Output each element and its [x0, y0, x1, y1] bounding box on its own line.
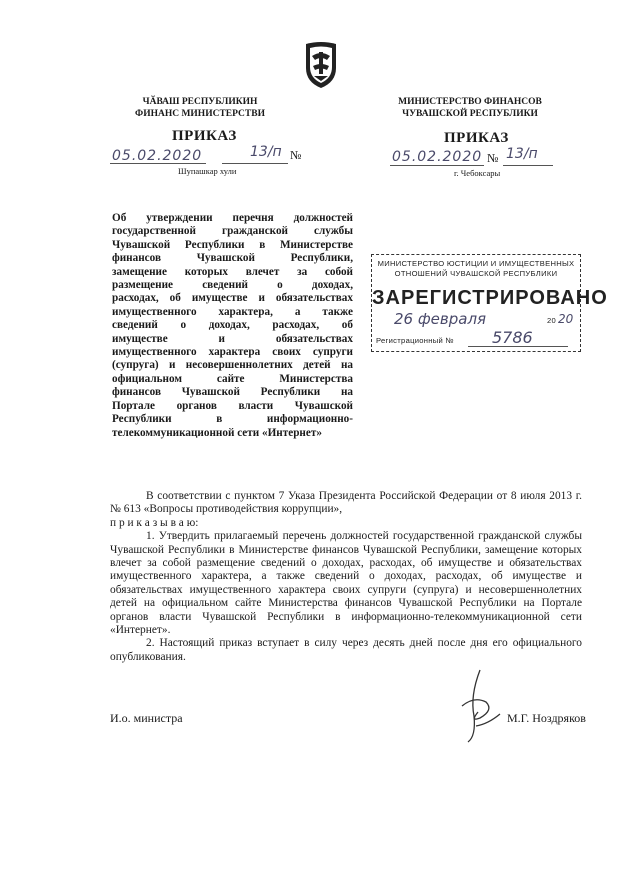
stamp-reg-label: Регистрационный № [376, 336, 454, 345]
order-right-date: 05.02.2020 [392, 149, 483, 165]
stamp-authority-line1: МИНИСТЕРСТВО ЮСТИЦИИ И ИМУЩЕСТВЕННЫХ [377, 259, 575, 268]
document-title-line: расходах, об имуществе и обязательствах [112, 292, 353, 305]
document-title-line: размещение сведений о доходах, [112, 279, 353, 292]
document-title-line: финансов Чувашской Республики на [112, 386, 353, 399]
order-right-number: 13/п [506, 146, 538, 162]
document-title-line: имуществе и обязательствах [112, 332, 353, 345]
order-right-number-line [503, 165, 553, 166]
order-left-number-sign: № [290, 148, 302, 162]
body-item-2: 2. Настоящий приказ вступает в силу через десять дней после дня его официального опубликования. [110, 637, 582, 663]
document-title-line: Республики в информационно- [112, 413, 353, 426]
header-right-line2: ЧУВАШСКОЙ РЕСПУБЛИКИ [402, 109, 538, 119]
order-body [110, 490, 582, 664]
document-title-line: государственной гражданской службы [112, 225, 353, 238]
order-left-date: 05.02.2020 [112, 148, 203, 164]
stamp-year: 20 [558, 312, 574, 326]
registration-stamp [371, 254, 608, 352]
document-title-line: Об утверждении перечня должностей [112, 212, 353, 224]
order-right-date-line [390, 165, 484, 166]
stamp-date: 26 февраля [394, 310, 487, 328]
header-left-line1: ЧӐВАШ РЕСПУБЛИКИН [142, 97, 258, 107]
document-title-line: имущественного характера, а также [112, 305, 353, 318]
body-item-1: 1. Утвердить прилагаемый перечень должностей государственной гражданской службы Чувашской Республики в Министерстве финансов Чувашской Республики, замещение которых влечет за собой размещение сведений о доходах, расходах, об имуществе и обязательствах имущественного характера, а также сведений о доходах, расходах, об имуществе и обязательствах имущественного характера своих супруги (супруга) и несовершеннолетних детей на официальном сайте Министерства финансов Чувашской Республики на Портале органов власти Чувашской Республики в информационно-телекоммуникационной сети «Интернет». [110, 530, 582, 637]
document-title-line: Портале органов власти Чувашской [112, 399, 353, 412]
order-right-place: г. Чебоксары [454, 168, 501, 178]
header-left [112, 96, 288, 120]
document-title-line: замещение которых влечет за собой [112, 265, 353, 278]
signature-name: М.Г. Ноздряков [507, 711, 586, 725]
document-title-line: Чувашской Республики в Министерстве [112, 238, 353, 251]
document-title-line: (супруга) и несовершеннолетних детей на [112, 359, 353, 372]
signature-position: И.о. министра [110, 711, 183, 725]
order-left-date-line [110, 163, 206, 164]
body-order-word: п р и к а з ы в а ю: [110, 516, 199, 529]
document-title-line: официальном сайте Министерства [112, 372, 353, 385]
stamp-reg-row [372, 330, 580, 350]
document-title-line: финансов Чувашской Республики, [112, 252, 353, 265]
signature-scribble-icon [440, 666, 510, 746]
document-title-line: телекоммуникационной сети «Интернет» [112, 426, 322, 439]
stamp-reg-line [468, 346, 568, 347]
header-right [380, 96, 560, 120]
document-title-line: сведений о доходах, расходах, об [112, 319, 353, 332]
stamp-registered-label: ЗАРЕГИСТРИРОВАНО [372, 287, 608, 309]
order-right-title: ПРИКАЗ [444, 130, 509, 146]
order-left-number: 13/п [250, 144, 282, 160]
document-title [112, 212, 353, 440]
stamp-date-row [372, 310, 580, 330]
stamp-year-printed: 20 [547, 316, 557, 325]
header-left-line2: ФИНАНС МИНИСТЕРСТВИ [135, 109, 265, 119]
order-left-number-line [222, 163, 288, 164]
stamp-reg-number: 5786 [492, 328, 533, 347]
order-right-number-sign: № [487, 151, 499, 165]
body-intro: В соответствии с пунктом 7 Указа Президента Российской Федерации от 8 июля 2013 г. № 613 «Вопросы противодействия коррупции», [110, 490, 582, 516]
stamp-authority-line2: ОТНОШЕНИЙ ЧУВАШСКОЙ РЕСПУБЛИКИ [394, 269, 558, 278]
emblem [300, 38, 342, 90]
handwritten-signature [440, 666, 510, 746]
document-title-line: имущественного характера своих супруги [112, 346, 353, 359]
order-left-title: ПРИКАЗ [172, 128, 237, 144]
chuvash-emblem-icon [300, 38, 342, 90]
order-left-place: Шупашкар хули [178, 166, 237, 176]
header-right-line1: МИНИСТЕРСТВО ФИНАНСОВ [398, 97, 542, 107]
